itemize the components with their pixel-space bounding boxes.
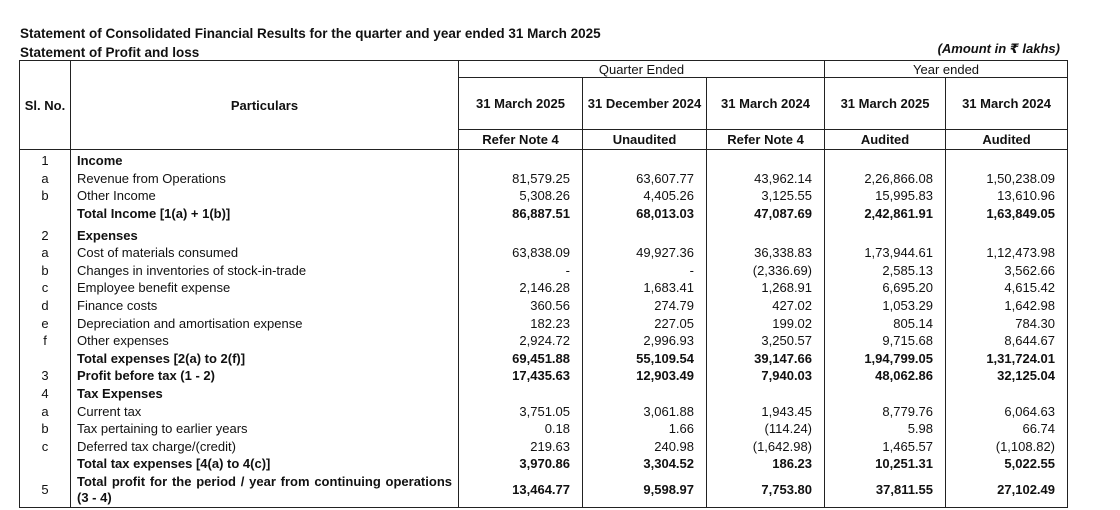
value-cell: 7,753.80 [707,473,825,508]
value-cell: 43,962.14 [707,170,825,188]
value-cell: 1,12,473.98 [946,244,1068,262]
value-cell: 1,053.29 [825,297,946,315]
value-cell: 1,943.45 [707,402,825,420]
period-header: 31 March 2024 [707,78,825,130]
value-cell: 427.02 [707,297,825,315]
value-cell [459,150,583,170]
value-cell: - [689,262,694,278]
period-header: 31 March 2024 [946,78,1068,130]
sl-no-cell: 4 [20,385,71,403]
value-cell: 805.14 [825,314,946,332]
value-cell: 3,304.52 [643,456,694,472]
particulars-cell: Total Income [1(a) + 1(b)] [71,205,459,223]
status-header: Refer Note 4 [459,130,583,150]
sl-no-cell: 5 [20,473,71,508]
sl-no-cell: a [20,244,71,262]
value-cell: 81,579.25 [459,170,583,188]
particulars-cell: Income [71,150,459,170]
value-cell: 1,50,238.09 [946,170,1068,188]
table-row [20,473,1068,508]
value-cell: 3,562.66 [946,262,1068,280]
value-cell: 1,73,944.61 [825,244,946,262]
sl-no-cell: a [20,170,71,188]
particulars-cell: Tax Expenses [71,385,459,403]
value-cell: 360.56 [459,297,583,315]
value-cell: 49,927.36 [636,245,694,261]
value-cell [825,385,946,403]
value-cell: 13,610.96 [946,187,1068,205]
year-ended-header: Year ended [825,61,1068,78]
table-row [20,314,1068,332]
table-row [20,420,1068,438]
value-cell [583,222,707,244]
value-cell: 37,811.55 [825,473,946,508]
sl-no-cell: b [20,187,71,205]
particulars-cell: Total tax expenses [4(a) to 4(c)] [71,455,459,473]
value-cell: 3,970.86 [459,455,583,473]
particulars-cell: Other Income [71,187,459,205]
value-cell: 15,995.83 [825,187,946,205]
value-cell: 32,125.04 [946,367,1068,385]
particulars-cell: Cost of materials consumed [71,244,459,262]
particulars-cell: Expenses [71,222,459,244]
value-cell [946,222,1068,244]
particulars-cell: Other expenses [71,332,459,350]
particulars-cell: Changes in inventories of stock-in-trade [71,262,459,280]
value-cell: 784.30 [946,314,1068,332]
period-header: 31 March 2025 [825,78,946,130]
value-cell: 8,779.76 [825,402,946,420]
table-row [20,170,1068,188]
table-row [20,385,1068,403]
value-cell: 3,250.57 [707,332,825,350]
amount-note: (Amount in ₹ lakhs) [937,41,1060,56]
value-cell: 5.98 [825,420,946,438]
sl-no-cell [20,350,71,368]
sl-no-cell [20,205,71,223]
sl-no-cell: e [20,314,71,332]
value-cell: - [459,262,583,280]
value-cell: 5,022.55 [946,455,1068,473]
value-cell: 1,465.57 [825,438,946,456]
value-cell: 69,451.88 [459,350,583,368]
particulars-cell: Revenue from Operations [71,170,459,188]
table-row [20,205,1068,223]
particulars-cell: Total expenses [2(a) to 2(f)] [71,350,459,368]
value-cell: 227.05 [654,315,694,331]
period-header: 31 December 2024 [583,78,707,130]
value-cell [707,150,825,170]
value-cell: 7,940.03 [707,367,825,385]
value-cell: 66.74 [946,420,1068,438]
status-header: Audited [946,130,1068,150]
quarter-ended-header: Quarter Ended [459,61,825,78]
value-cell: 0.18 [459,420,583,438]
value-cell [459,222,583,244]
value-cell: 27,102.49 [946,473,1068,508]
table-row [20,262,1068,280]
value-cell: 182.23 [459,314,583,332]
value-cell [459,385,583,403]
value-cell: 199.02 [707,314,825,332]
value-cell: 1,683.41 [643,280,694,296]
sl-no-cell: c [20,279,71,297]
particulars-cell: Current tax [71,402,459,420]
value-cell: (2,336.69) [707,262,825,280]
table-row [20,455,1068,473]
value-cell: 4,615.42 [946,279,1068,297]
sl-no-cell: c [20,438,71,456]
particulars-cell: Deferred tax charge/(credit) [71,438,459,456]
value-cell: 1,94,799.05 [825,350,946,368]
value-cell [825,150,946,170]
sl-no-cell: d [20,297,71,315]
value-cell [583,150,707,170]
value-cell: (1,642.98) [707,438,825,456]
table-row [20,279,1068,297]
table-row [20,402,1068,420]
particulars-cell: Finance costs [71,297,459,315]
value-cell: 3,125.55 [707,187,825,205]
value-cell: 5,308.26 [459,187,583,205]
value-cell: 8,644.67 [946,332,1068,350]
particulars-cell: Tax pertaining to earlier years [71,420,459,438]
period-header: 31 March 2025 [459,78,583,130]
value-cell: 68,013.03 [636,206,694,222]
value-cell: 13,464.77 [459,473,583,508]
value-cell: 12,903.49 [636,368,694,384]
value-cell: 274.79 [654,298,694,314]
sl-no-header: Sl. No. [20,61,71,150]
status-header: Refer Note 4 [707,130,825,150]
value-cell: 1.66 [668,421,694,437]
value-cell [825,222,946,244]
value-cell: 55,109.54 [636,350,694,366]
sl-no-cell: 1 [20,150,71,170]
table-row [20,297,1068,315]
value-cell: 3,751.05 [459,402,583,420]
value-cell: 2,585.13 [825,262,946,280]
value-cell: 1,63,849.05 [946,205,1068,223]
particulars-cell: Profit before tax (1 - 2) [71,367,459,385]
sl-no-cell: a [20,402,71,420]
value-cell: 2,924.72 [459,332,583,350]
value-cell: 48,062.86 [825,367,946,385]
value-cell [707,385,825,403]
value-cell [946,385,1068,403]
status-header: Audited [825,130,946,150]
value-cell [946,150,1068,170]
sl-no-cell: f [20,332,71,350]
value-cell: 240.98 [654,438,694,454]
value-cell: 3,061.88 [643,403,694,419]
value-cell: (114.24) [707,420,825,438]
sl-no-cell [20,455,71,473]
sl-no-cell: 2 [20,222,71,244]
value-cell [583,385,707,403]
table-row [20,150,1068,170]
value-cell: 4,405.26 [643,188,694,204]
value-cell: (1,108.82) [946,438,1068,456]
value-cell: 9,598.97 [583,473,707,508]
particulars-cell: Total profit for the period / year from continuing operations (3 - 4) [71,473,459,508]
value-cell: 9,715.68 [825,332,946,350]
value-cell: 219.63 [459,438,583,456]
particulars-header: Particulars [71,61,459,150]
value-cell: 63,838.09 [459,244,583,262]
value-cell: 1,268.91 [707,279,825,297]
profit-loss-table [19,60,1068,508]
table-row [20,367,1068,385]
value-cell: 17,435.63 [459,367,583,385]
value-cell: 47,087.69 [707,205,825,223]
sl-no-cell: 3 [20,367,71,385]
value-cell: 6,064.63 [946,402,1068,420]
sl-no-cell: b [20,420,71,438]
table-row [20,222,1068,244]
table-row [20,244,1068,262]
value-cell: 6,695.20 [825,279,946,297]
table-row [20,438,1068,456]
value-cell: 10,251.31 [825,455,946,473]
value-cell: 2,26,866.08 [825,170,946,188]
statement-title: Statement of Consolidated Financial Results for the quarter and year ended 31 March 2025 [20,26,601,41]
value-cell: 2,42,861.91 [825,205,946,223]
value-cell: 1,31,724.01 [946,350,1068,368]
status-header: Unaudited [583,130,707,150]
value-cell: 2,146.28 [459,279,583,297]
particulars-cell: Employee benefit expense [71,279,459,297]
value-cell: 63,607.77 [636,170,694,186]
particulars-cell: Depreciation and amortisation expense [71,314,459,332]
sl-no-cell: b [20,262,71,280]
statement-subtitle: Statement of Profit and loss [20,45,200,60]
value-cell: 186.23 [707,455,825,473]
value-cell: 1,642.98 [946,297,1068,315]
table-row [20,350,1068,368]
table-row [20,332,1068,350]
value-cell: 39,147.66 [707,350,825,368]
value-cell: 36,338.83 [707,244,825,262]
value-cell: 86,887.51 [459,205,583,223]
value-cell: 2,996.93 [643,333,694,349]
value-cell [707,222,825,244]
table-row [20,187,1068,205]
